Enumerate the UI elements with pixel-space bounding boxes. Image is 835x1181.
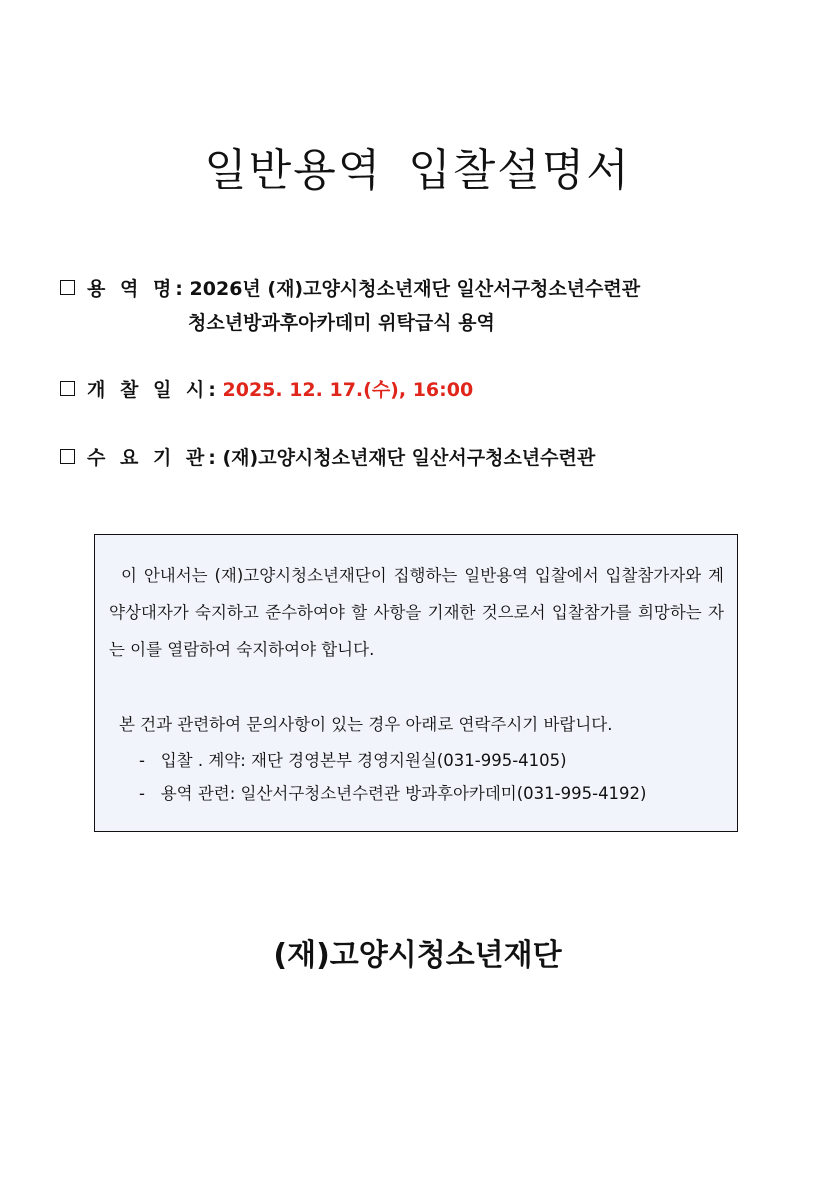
bullet-dash: -	[139, 784, 145, 803]
item-separator: :	[208, 379, 216, 401]
contact-text: 입찰 . 계약: 재단 경영본부 경영지원실(031-995-4105)	[160, 751, 567, 770]
item-label: 수 요 기 관	[87, 447, 209, 469]
item-label: 용 역 명	[87, 278, 176, 300]
contact-text: 용역 관련: 일산서구청소년수련관 방과후아카데미(031-995-4192)	[160, 784, 647, 803]
contact-line	[139, 747, 567, 771]
item-value: (재)고양시청소년재단 일산서구청소년수련관	[222, 447, 596, 469]
item-value-date: 2025. 12. 17.(수), 16:00	[222, 379, 474, 401]
item-label: 개 찰 일 시	[87, 379, 209, 401]
item-separator: :	[208, 447, 216, 469]
checkbox-square-icon	[60, 381, 75, 396]
checkbox-square-icon	[60, 280, 75, 295]
notice-inquiry-text: 본 건과 관련하여 문의사항이 있는 경우 아래로 연락주시기 바랍니다.	[119, 715, 613, 734]
checkbox-square-icon	[60, 449, 75, 464]
bullet-dash: -	[139, 751, 145, 770]
item-opening-date	[60, 375, 473, 402]
document-title: 일반용역 입찰설명서	[204, 145, 631, 196]
item-value-continued: 청소년방과후아카데미 위탁급식 용역	[188, 312, 495, 334]
notice-paragraph: 이 안내서는 (재)고양시청소년재단이 집행하는 일반용역 입찰에서 입찰참가자와 계약상대자가 숙지하고 준수하여야 할 사항을 기재한 것으로서 입찰참가를 희망하는 자는 이를 열람하여 숙지하여야 합니다.	[109, 566, 724, 659]
item-demand-agency	[60, 443, 595, 470]
item-value: 2026년 (재)고양시청소년재단 일산서구청소년수련관	[189, 278, 641, 300]
contact-line	[139, 780, 647, 804]
item-service-name	[60, 274, 640, 301]
organization-name: (재)고양시청소년재단	[273, 938, 562, 973]
notice-box	[94, 534, 738, 832]
item-separator: :	[175, 278, 183, 300]
